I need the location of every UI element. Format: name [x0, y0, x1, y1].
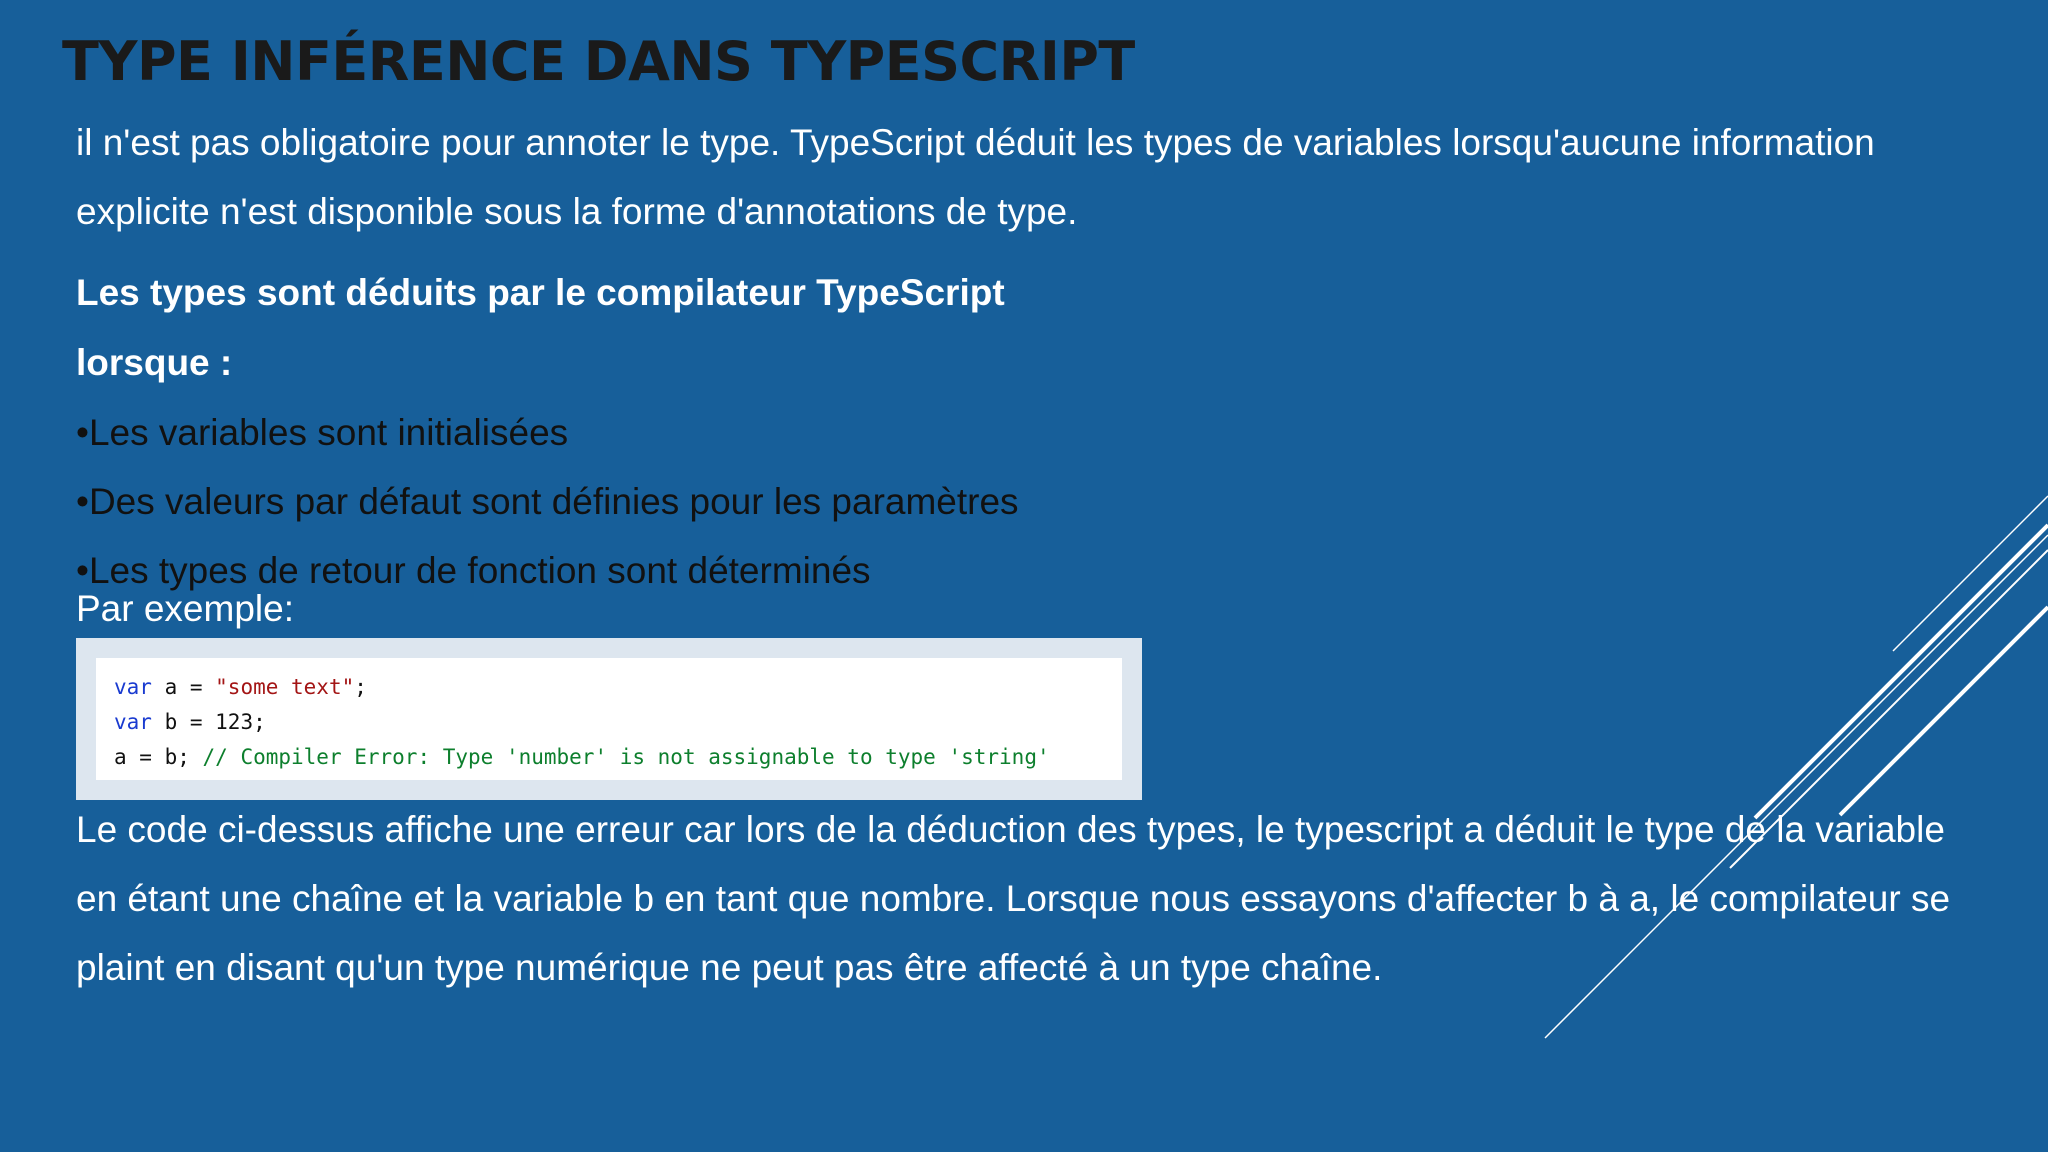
bullet-item: •Les types de retour de fonction sont déterminés — [76, 550, 871, 591]
slide-title: TYPE INFÉRENCE DANS TYPESCRIPT — [62, 30, 1135, 93]
code-keyword: var — [114, 675, 152, 699]
example-label: Par exemple: — [76, 588, 294, 629]
code-comment: // Compiler Error: Type 'number' is not assignable to type 'string' — [202, 745, 1050, 769]
bullet-item: •Des valeurs par défaut sont définies pour les paramètres — [76, 481, 1019, 522]
bullet-item: •Les variables sont initialisées — [76, 412, 569, 453]
code-string: "some text" — [215, 675, 355, 699]
decor-line — [1545, 535, 2048, 1038]
explanation-paragraph: Le code ci-dessus affiche une erreur car lors de la déduction des types, le typescript a déduit le type de la variable en étant une chaîne et la variable b en tant que nombre. Lorsque nous essayons d'affecter b à a, le compilateur se plaint en disant qu'un type numérique ne peut pas être affecté à un type chaîne. — [76, 809, 1951, 988]
code-text: a = — [151, 675, 216, 699]
code-text: a = b; — [114, 745, 203, 769]
subhead-line-1: Les types sont déduits par le compilateur TypeScript — [76, 272, 1005, 313]
intro-paragraph: il n'est pas obligatoire pour annoter le type. TypeScript déduit les types de variables lorsqu'aucune information explicite n'est disponible sous la forme d'annotations de type. — [76, 122, 1875, 232]
code-text: ; — [354, 675, 367, 699]
decor-line — [1755, 525, 2048, 818]
code-keyword: var — [114, 710, 152, 734]
subhead-line-2: lorsque : — [76, 342, 233, 383]
code-text: b = 123; — [151, 710, 266, 734]
decor-line — [1730, 550, 2048, 868]
